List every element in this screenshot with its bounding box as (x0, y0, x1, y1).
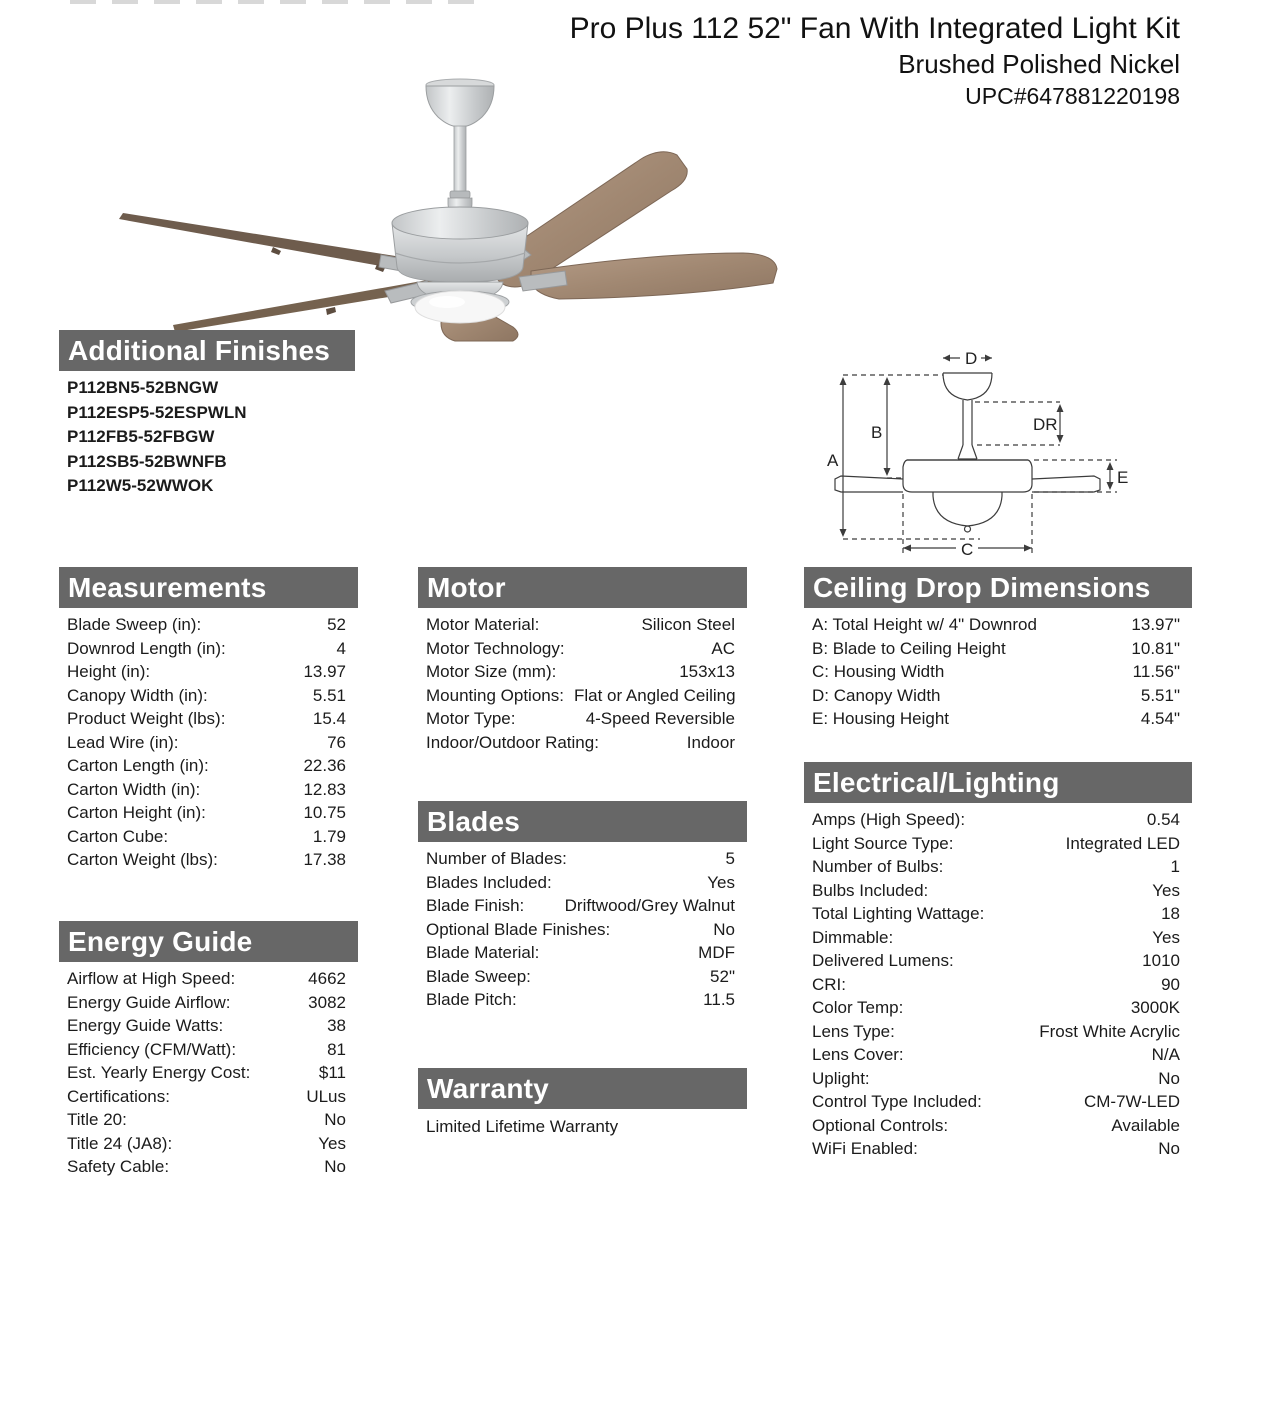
blades-title: Blades (418, 801, 747, 842)
spec-row (804, 902, 1192, 926)
blades-table (418, 842, 747, 1012)
spec-row (59, 1061, 358, 1085)
spec-label: Dimmable: (812, 927, 894, 947)
spec-label: B: Blade to Ceiling Height (812, 638, 1006, 658)
spec-row (804, 855, 1192, 879)
spec-row (804, 1090, 1192, 1114)
spec-label: Height (in): (67, 662, 151, 681)
spec-value: 4-Speed Reversible (585, 709, 735, 728)
dimension-diagram (815, 333, 1150, 561)
spec-value: 81 (327, 1039, 346, 1059)
spec-label: Delivered Lumens: (812, 951, 954, 970)
spec-label: Title 20: (67, 1110, 127, 1129)
spec-label: Canopy Width (in): (67, 685, 208, 705)
spec-label: WiFi Enabled: (812, 1139, 918, 1158)
spec-label: Energy Guide Watts: (67, 1016, 224, 1035)
spec-value: No (324, 1110, 346, 1129)
fan-motor-housing-icon (392, 207, 528, 282)
diagram-label-a: A (827, 451, 839, 470)
spec-value: No (324, 1157, 346, 1176)
spec-row (59, 684, 358, 708)
spec-value: 11.56" (1132, 662, 1180, 681)
spec-label: A: Total Height w/ 4" Downrod (812, 615, 1037, 634)
spec-row (418, 941, 747, 965)
spec-label: CRI: (812, 974, 846, 994)
spec-row (59, 967, 358, 991)
spec-value: 1.79 (312, 826, 346, 846)
spec-row (418, 731, 747, 755)
product-upc: UPC#647881220198 (965, 83, 1180, 109)
cropped-top-text-remnant (70, 0, 480, 4)
spec-value: 18 (1161, 904, 1180, 923)
diagram-blades-icon (835, 476, 1100, 492)
spec-label: Control Type Included: (812, 1092, 982, 1111)
spec-row (59, 1085, 358, 1109)
section-energy-guide (59, 921, 358, 1179)
spec-label: Motor Technology: (426, 638, 565, 658)
spec-label: Optional Blade Finishes: (426, 919, 611, 939)
spec-row (418, 847, 747, 871)
spec-value: 5 (725, 849, 735, 868)
spec-row (804, 1043, 1192, 1067)
section-motor (418, 567, 747, 754)
spec-label: Motor Size (mm): (426, 662, 557, 681)
spec-value: Driftwood/Grey Walnut (564, 896, 735, 915)
spec-value: 90 (1161, 974, 1180, 994)
spec-row (59, 778, 358, 802)
spec-label: Blade Pitch: (426, 990, 517, 1009)
ceiling-drop-table (804, 608, 1192, 731)
spec-value: ULus (306, 1086, 346, 1106)
spec-label: Carton Width (in): (67, 779, 201, 799)
spec-label: Product Weight (lbs): (67, 709, 226, 728)
finish-code: P112BN5-52BNGW (67, 378, 219, 397)
spec-row (804, 1114, 1192, 1138)
spec-row (804, 613, 1192, 637)
spec-label: Blade Sweep (in): (67, 615, 202, 634)
spec-value: 17.38 (303, 850, 346, 869)
spec-value: 76 (327, 732, 346, 752)
spec-label: Blade Material: (426, 943, 540, 962)
spec-value: 0.54 (1146, 810, 1180, 829)
fan-blade-left-icon (119, 213, 437, 332)
spec-label: Est. Yearly Energy Cost: (67, 1063, 251, 1082)
section-additional-finishes (59, 330, 355, 499)
measurements-table (59, 608, 358, 872)
diagram-dimension-lines (843, 358, 1110, 548)
section-blades (418, 801, 747, 1012)
spec-row (804, 707, 1192, 731)
finish-code: P112SB5-52BWNFB (67, 451, 227, 471)
spec-row (804, 879, 1192, 903)
spec-value: 52" (710, 966, 735, 986)
warranty-title: Warranty (418, 1068, 747, 1109)
motor-title: Motor (418, 567, 747, 608)
spec-label: Motor Type: (426, 709, 516, 728)
spec-row (59, 613, 358, 637)
section-measurements (59, 567, 358, 872)
warranty-text: Limited Lifetime Warranty (426, 1117, 619, 1136)
spec-label: Lens Cover: (812, 1045, 904, 1064)
diagram-arrowheads (840, 355, 1114, 552)
spec-value: AC (711, 638, 735, 658)
spec-value: 15.4 (312, 709, 346, 728)
diagram-label-c: C (961, 540, 974, 559)
spec-row (418, 613, 747, 637)
spec-label: Light Source Type: (812, 833, 954, 853)
spec-label: Motor Material: (426, 615, 540, 634)
spec-label: Carton Weight (lbs): (67, 850, 218, 869)
finish-code: P112ESP5-52ESPWLN (67, 402, 247, 422)
spec-value: Flat or Angled Ceiling (573, 685, 736, 705)
product-title: Pro Plus 112 52" Fan With Integrated Light Kit (569, 12, 1180, 45)
spec-value: 5.51 (312, 685, 346, 705)
spec-row (59, 1155, 358, 1179)
spec-label: Number of Bulbs: (812, 857, 944, 876)
diagram-label-b: B (871, 423, 883, 442)
spec-row (59, 1132, 358, 1156)
product-finish: Brushed Polished Nickel (898, 49, 1180, 79)
spec-label: Lead Wire (in): (67, 732, 179, 752)
diagram-extension-lines (843, 375, 1117, 555)
spec-value: Yes (1152, 880, 1180, 900)
spec-row (59, 991, 358, 1015)
diagram-canopy-icon (943, 373, 992, 400)
spec-row (418, 918, 747, 942)
spec-value: CM-7W-LED (1083, 1092, 1180, 1111)
spec-value: 11.5 (703, 990, 735, 1009)
spec-label: C: Housing Width (812, 662, 945, 681)
fan-canopy-icon (426, 79, 494, 127)
spec-value: No (713, 919, 735, 939)
spec-value: $11 (318, 1063, 346, 1082)
energy-guide-title: Energy Guide (59, 921, 358, 962)
finish-code: P112FB5-52FBGW (67, 427, 215, 447)
spec-row (59, 754, 358, 778)
spec-value: N/A (1151, 1045, 1180, 1064)
spec-row (804, 1067, 1192, 1091)
diagram-downrod-icon (958, 400, 977, 459)
fan-blade-right-icon (531, 253, 777, 299)
electrical-title: Electrical/Lighting (804, 762, 1192, 803)
spec-value: 3082 (308, 992, 346, 1012)
spec-row (418, 707, 747, 731)
additional-finishes-title: Additional Finishes (59, 330, 355, 371)
diagram-label-dr: DR (1033, 415, 1058, 434)
spec-label: Title 24 (JA8): (67, 1133, 173, 1153)
ceiling-drop-title: Ceiling Drop Dimensions (804, 567, 1192, 608)
spec-row (59, 660, 358, 684)
spec-label: Carton Length (in): (67, 756, 209, 775)
diagram-label-d: D (965, 349, 978, 368)
spec-row (804, 1020, 1192, 1044)
spec-row (804, 637, 1192, 661)
spec-row (418, 894, 747, 918)
spec-label: Carton Cube: (67, 826, 169, 846)
ceiling-drop-diagram (815, 333, 1150, 561)
spec-row (59, 1014, 358, 1038)
energy-guide-table (59, 962, 358, 1179)
spec-row (418, 871, 747, 895)
spec-label: Blade Sweep: (426, 966, 531, 986)
spec-value: 153x13 (679, 662, 735, 681)
spec-label: Airflow at High Speed: (67, 969, 236, 988)
spec-label: Efficiency (CFM/Watt): (67, 1039, 237, 1059)
spec-value: 4.54" (1140, 709, 1180, 728)
spec-label: Certifications: (67, 1086, 170, 1106)
spec-label: Blade Finish: (426, 896, 525, 915)
spec-label: E: Housing Height (812, 709, 950, 728)
section-ceiling-drop-dimensions (804, 567, 1192, 731)
spec-label: Bulbs Included: (812, 880, 929, 900)
spec-row (418, 684, 747, 708)
spec-label: D: Canopy Width (812, 685, 941, 705)
spec-row (804, 926, 1192, 950)
spec-row (59, 801, 358, 825)
spec-value: Available (1111, 1115, 1180, 1135)
spec-row (804, 832, 1192, 856)
spec-value: 10.75 (303, 803, 346, 822)
spec-label: Uplight: (812, 1068, 870, 1088)
spec-label: Safety Cable: (67, 1157, 170, 1176)
product-photo (85, 55, 785, 345)
spec-row (804, 1137, 1192, 1161)
spec-value: 3000K (1130, 998, 1180, 1017)
spec-value: Integrated LED (1065, 833, 1180, 853)
spec-value: Yes (318, 1133, 346, 1153)
spec-label: Energy Guide Airflow: (67, 992, 231, 1012)
spec-row (59, 1038, 358, 1062)
spec-value: 1010 (1142, 951, 1180, 970)
spec-row (804, 949, 1192, 973)
spec-value: No (1158, 1068, 1180, 1088)
spec-value: 1 (1170, 857, 1180, 876)
spec-value: Yes (1152, 927, 1180, 947)
spec-value: 38 (327, 1016, 346, 1035)
spec-row (418, 988, 747, 1012)
section-electrical-lighting (804, 762, 1192, 1161)
spec-value: 12.83 (303, 779, 346, 799)
spec-value: 5.51" (1140, 685, 1180, 705)
spec-row (59, 637, 358, 661)
spec-row (418, 637, 747, 661)
spec-value: 10.81" (1131, 638, 1180, 658)
spec-label: Indoor/Outdoor Rating: (426, 732, 599, 752)
spec-row (804, 973, 1192, 997)
spec-row (59, 848, 358, 872)
spec-row (59, 707, 358, 731)
measurements-title: Measurements (59, 567, 358, 608)
spec-row (418, 965, 747, 989)
spec-value: MDF (698, 943, 735, 962)
electrical-table (804, 803, 1192, 1161)
spec-value: No (1158, 1139, 1180, 1158)
spec-value: Frost White Acrylic (1039, 1021, 1180, 1041)
spec-row (804, 684, 1192, 708)
spec-label: Mounting Options: (426, 685, 564, 705)
fan-downrod-icon (448, 126, 472, 214)
spec-row (804, 996, 1192, 1020)
spec-value: Indoor (686, 732, 735, 752)
spec-value: 52 (327, 615, 346, 634)
spec-row (59, 825, 358, 849)
spec-label: Number of Blades: (426, 849, 567, 868)
spec-label: Optional Controls: (812, 1115, 949, 1135)
diagram-housing-icon (903, 460, 1032, 492)
spec-value: 4662 (308, 969, 346, 988)
diagram-light-icon (933, 492, 1002, 532)
spec-label: Lens Type: (812, 1021, 895, 1041)
spec-value: 13.97" (1131, 615, 1180, 634)
spec-value: Silicon Steel (641, 615, 735, 634)
spec-label: Downrod Length (in): (67, 638, 226, 658)
spec-value: 4 (336, 638, 346, 658)
spec-value: Yes (707, 872, 735, 892)
spec-label: Amps (High Speed): (812, 810, 966, 829)
spec-row (418, 660, 747, 684)
spec-label: Blades Included: (426, 872, 552, 892)
finish-code: P112W5-52WWOK (67, 476, 214, 496)
section-warranty (418, 1068, 747, 1139)
spec-value: 13.97 (303, 662, 346, 681)
spec-label: Carton Height (in): (67, 803, 206, 822)
additional-finishes-list (59, 371, 355, 499)
diagram-label-e: E (1117, 468, 1129, 487)
spec-value: 22.36 (303, 756, 346, 775)
spec-row (59, 1108, 358, 1132)
ceiling-fan-illustration (85, 55, 785, 345)
spec-label: Total Lighting Wattage: (812, 904, 985, 923)
spec-row (804, 660, 1192, 684)
spec-row (59, 731, 358, 755)
spec-row (804, 808, 1192, 832)
motor-table (418, 608, 747, 754)
spec-label: Color Temp: (812, 998, 904, 1017)
fan-light-kit-icon (411, 282, 509, 323)
